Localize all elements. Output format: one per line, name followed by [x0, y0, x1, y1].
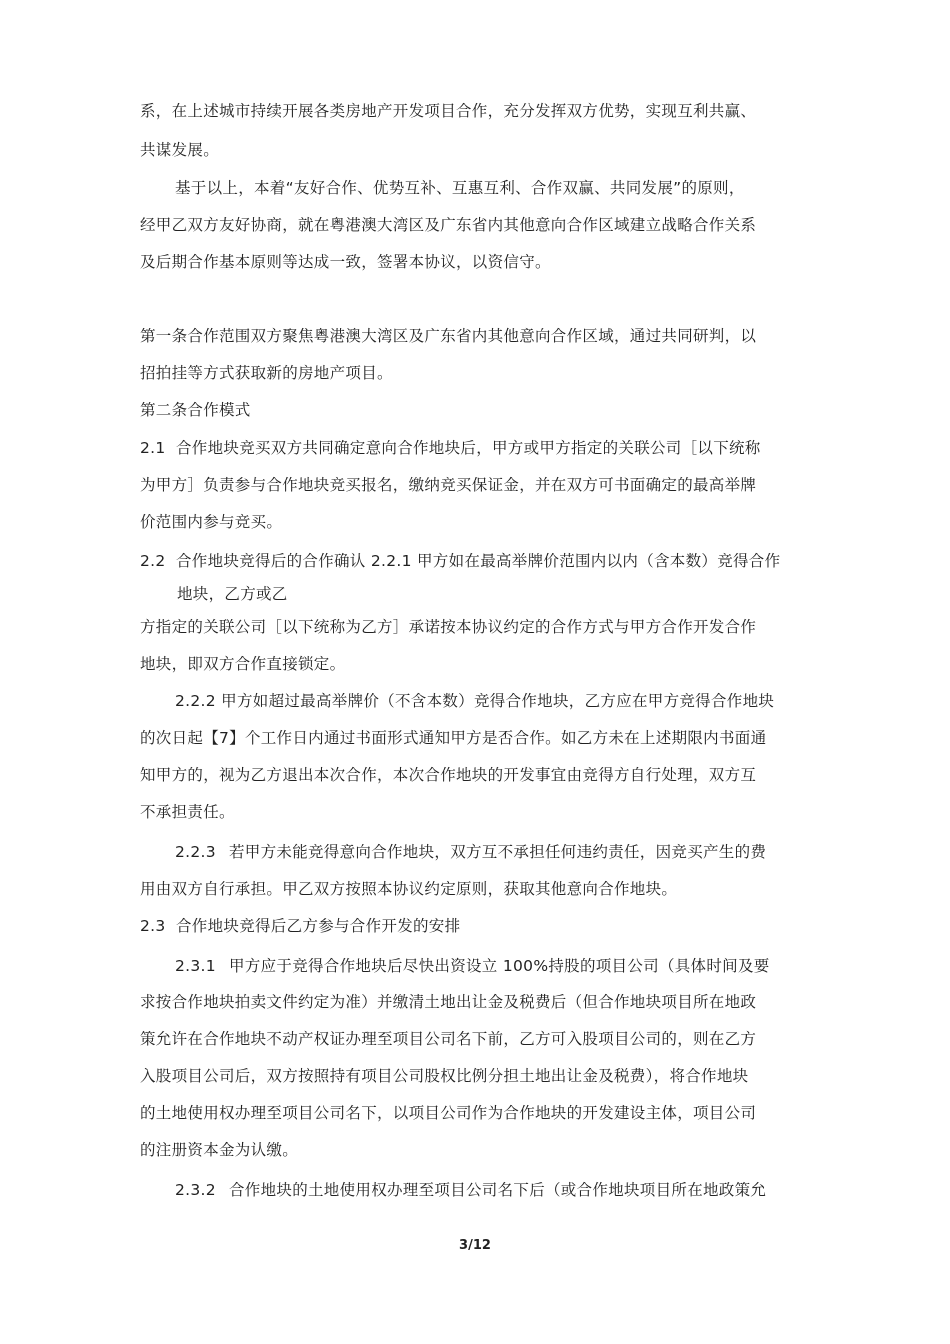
body-line: 共谋发展。	[140, 141, 220, 159]
body-line: 求按合作地块拍卖文件约定为准）并缴清土地出让金及税费后（但合作地块项目所在地政	[140, 993, 757, 1011]
body-line: 用由双方自行承担。甲乙双方按照本协议约定原则，获取其他意向合作地块。	[140, 880, 678, 898]
body-line: 地块，即双方合作直接锁定。	[140, 655, 346, 673]
clause-line	[140, 551, 780, 571]
body-line: 不承担责任。	[140, 803, 235, 821]
clause-text: 合作地块竞买双方共同确定意向合作地块后，甲方或甲方指定的关联公司［以下统称	[176, 439, 761, 457]
body-line: 系，在上述城市持续开展各类房地产开发项目合作，充分发挥双方优势，实现互利共赢、	[140, 102, 757, 120]
article-heading: 第二条合作模式	[140, 401, 251, 419]
clause-number: 2.3.1	[175, 957, 216, 975]
page-number: 3/12	[459, 1238, 491, 1253]
body-line: 方指定的关联公司［以下统称为乙方］承诺按本协议约定的合作方式与甲方合作开发合作	[140, 618, 757, 636]
body-line: 招拍挂等方式获取新的房地产项目。	[140, 364, 393, 382]
body-line: 及后期合作基本原则等达成一致，签署本协议，以资信守。	[140, 253, 551, 271]
body-line: 为甲方］负责参与合作地块竞买报名，缴纳竞买保证金，并在双方可书面确定的最高举牌	[140, 476, 757, 494]
clause-line	[175, 1180, 766, 1200]
body-line: 入股项目公司后，双方按照持有项目公司股权比例分担土地出让金及税费），将合作地块	[140, 1067, 749, 1085]
clause-number: 2.1	[140, 439, 166, 457]
body-line: 知甲方的，视为乙方退出本次合作，本次合作地块的开发事宜由竞得方自行处理，双方互	[140, 766, 757, 784]
body-line: 的土地使用权办理至项目公司名下，以项目公司作为合作地块的开发建设主体，项目公司	[140, 1104, 757, 1122]
body-line: 经甲乙双方友好协商，就在粤港澳大湾区及广东省内其他意向合作区域建立战略合作关系	[140, 216, 757, 234]
clause-text: 若甲方未能竞得意向合作地块，双方互不承担任何违约责任，因竞买产生的费	[229, 843, 767, 861]
clause-number: 2.3	[140, 917, 166, 935]
body-line: 价范围内参与竞买。	[140, 513, 283, 531]
body-line: 地块，乙方或乙	[177, 585, 288, 603]
body-line: 策允许在合作地块不动产权证办理至项目公司名下前，乙方可入股项目公司的，则在乙方	[140, 1030, 757, 1048]
clause-number: 2.2.3	[175, 843, 216, 861]
clause-text: 合作地块竞得后的合作确认 2.2.1 甲方如在最高举牌价范围内以内（含本数）竞得合作	[176, 552, 781, 570]
clause-line	[140, 438, 761, 458]
body-line: 2.2.2 甲方如超过最高举牌价（不含本数）竞得合作地块，乙方应在甲方竞得合作地块	[175, 692, 775, 710]
clause-line	[140, 916, 460, 936]
clause-text: 合作地块的土地使用权办理至项目公司名下后（或合作地块项目所在地政策允	[229, 1181, 767, 1199]
clause-line	[175, 956, 770, 976]
clause-text: 合作地块竞得后乙方参与合作开发的安排	[176, 917, 461, 935]
clause-line	[175, 842, 766, 862]
article-heading: 第一条合作范围双方聚焦粤港澳大湾区及广东省内其他意向合作区域，通过共同研判，以	[140, 327, 757, 345]
body-line: 的次日起【7】个工作日内通过书面形式通知甲方是否合作。如乙方未在上述期限内书面通	[140, 729, 767, 747]
clause-number: 2.3.2	[175, 1181, 216, 1199]
clause-number: 2.2	[140, 552, 166, 570]
body-line: 的注册资本金为认缴。	[140, 1141, 299, 1159]
clause-text: 甲方应于竞得合作地块后尽快出资设立 100%持股的项目公司（具体时间及要	[229, 957, 770, 975]
body-line: 基于以上，本着“友好合作、优势互补、互惠互利、合作双赢、共同发展”的原则，	[175, 179, 745, 197]
